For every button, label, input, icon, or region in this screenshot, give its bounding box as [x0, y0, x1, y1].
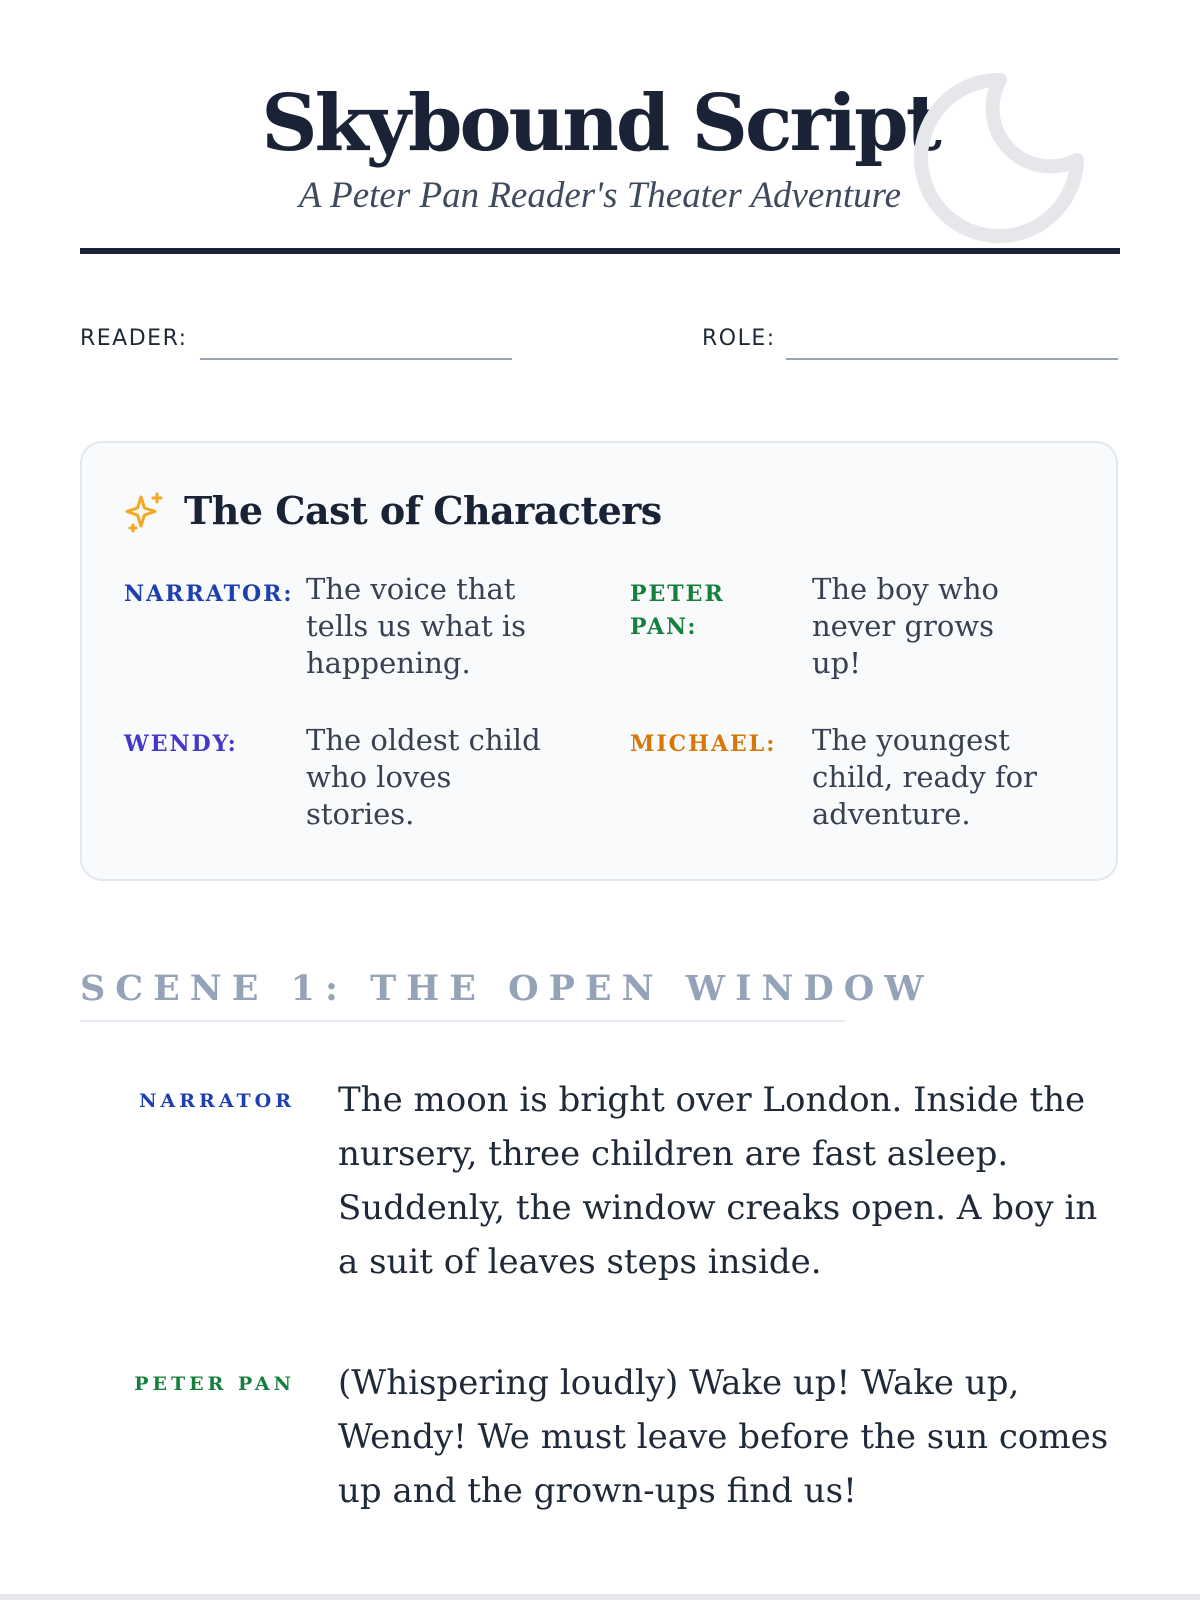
cast-desc-narrator: The voice that tells us what is happening.	[306, 572, 527, 680]
line-speaker-narrator: NARRATOR	[139, 1090, 295, 1112]
cast-role-michael: MICHAEL:	[630, 731, 777, 757]
line-text-peter-pan: (Whispering loudly) Wake up! Wake up, Wendy! We must leave before the sun comes up and the grown-ups find us!	[338, 1363, 1109, 1511]
reader-input-line[interactable]	[200, 358, 512, 360]
page-subtitle: A Peter Pan Reader's Theater Adventure	[298, 175, 902, 216]
page-title: Skybound Script	[261, 78, 939, 169]
sparkle-icon	[123, 491, 167, 535]
header-rule	[80, 248, 1120, 254]
role-label: ROLE:	[702, 326, 776, 351]
crescent-moon-icon	[905, 62, 1095, 252]
scene-heading-rule	[80, 1020, 845, 1022]
role-input-line[interactable]	[786, 358, 1118, 360]
cast-role-peter-pan: PETER PAN:	[630, 581, 725, 640]
line-speaker-peter-pan: PETER PAN	[134, 1373, 295, 1395]
cast-role-narrator: NARRATOR:	[124, 581, 294, 607]
cast-desc-peter-pan: The boy who never grows up!	[812, 572, 999, 680]
page-bottom-edge	[0, 1594, 1200, 1600]
cast-desc-wendy: The oldest child who loves stories.	[306, 723, 541, 831]
reader-label: READER:	[80, 326, 188, 351]
cast-desc-michael: The youngest child, ready for adventure.	[812, 723, 1038, 831]
line-text-narrator: The moon is bright over London. Inside the nursery, three children are fast asleep. Suddenly, the window creaks open. A boy in a suit of leaves steps inside.	[338, 1080, 1098, 1282]
cast-title: The Cast of Characters	[184, 488, 662, 533]
cast-role-wendy: WENDY:	[124, 731, 238, 757]
cast-of-characters-box	[80, 441, 1118, 881]
scene-heading: SCENE 1: THE OPEN WINDOW	[80, 968, 934, 1009]
